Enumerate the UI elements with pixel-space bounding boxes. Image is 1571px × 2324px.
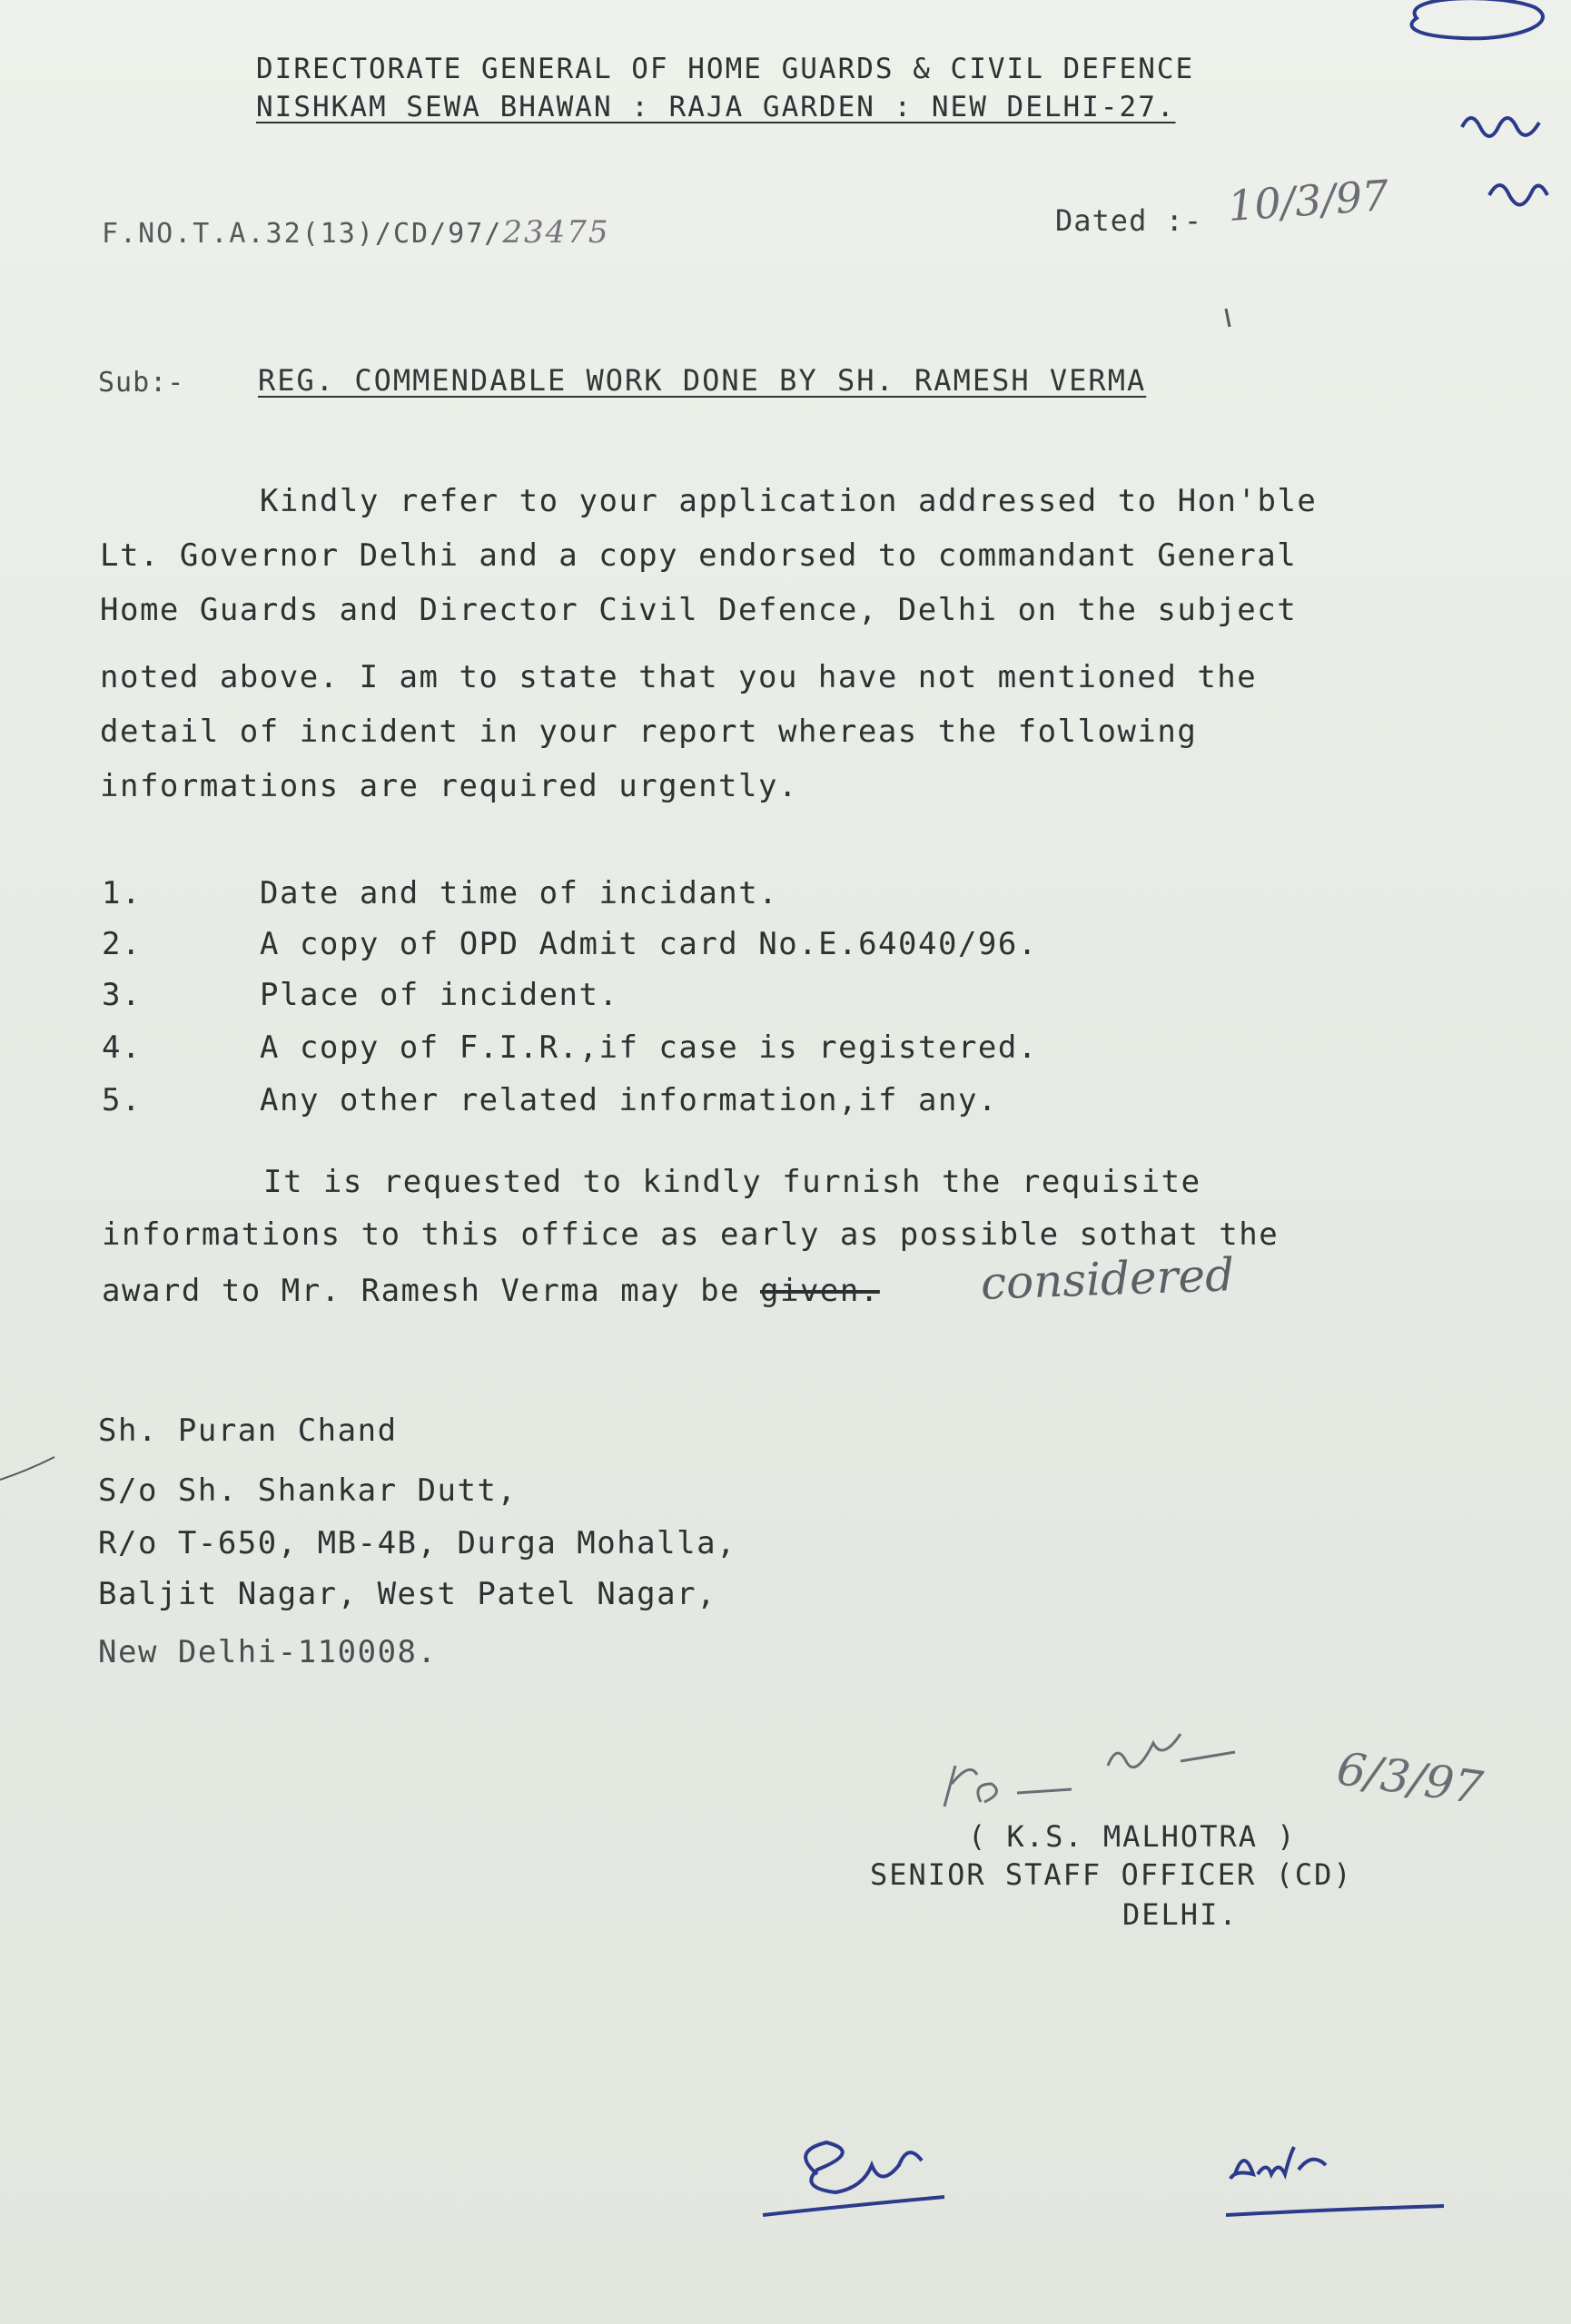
list-item-1: Date and time of incidant. — [260, 875, 779, 911]
para1-line-6: informations are required urgently. — [100, 768, 798, 804]
subject-text: REG. COMMENDABLE WORK DONE BY SH. RAMESH VERMA — [258, 363, 1147, 398]
list-number-5: 5. — [102, 1082, 142, 1118]
list-item-3: Place of incident. — [260, 977, 619, 1013]
file-number-handwritten: 23475 — [502, 214, 610, 251]
left-margin-mark — [0, 1457, 54, 1480]
list-number-3: 3. — [102, 977, 142, 1013]
list-item-5: Any other related information,if any. — [260, 1082, 998, 1118]
tick-mark — [1226, 309, 1230, 327]
file-number-typed: F.NO.T.A.32(13)/CD/97/ — [102, 218, 503, 250]
letterhead-line-2: NISHKAM SEWA BHAWAN : RAJA GARDEN : NEW DELHI-27. — [256, 91, 1176, 123]
address-line-4: Baljit Nagar, West Patel Nagar, — [98, 1576, 717, 1612]
para1-line-2: Lt. Governor Delhi and a copy endorsed to commandant General — [100, 537, 1298, 574]
margin-scribble-2 — [1489, 185, 1547, 205]
signatory-name: ( K.S. MALHOTRA ) — [968, 1819, 1297, 1854]
list-number-4: 4. — [102, 1029, 142, 1066]
signatory-place: DELHI. — [1122, 1897, 1239, 1932]
handwritten-insert: considered — [980, 1248, 1235, 1310]
address-line-3: R/o T-650, MB-4B, Durga Mohalla, — [98, 1525, 737, 1561]
para2-line-1: It is requested to kindly furnish the requisite — [263, 1164, 1201, 1200]
signatory-handwritten-date: 6/3/97 — [1333, 1742, 1487, 1815]
margin-scribble-1 — [1462, 118, 1539, 136]
list-item-2: A copy of OPD Admit card No.E.64040/96. — [260, 926, 1038, 962]
date-label: Dated :- — [1055, 203, 1203, 238]
para1-line-5: detail of incident in your report whereas the following — [100, 714, 1198, 750]
para1-line-4: noted above. I am to state that you have not mentioned the — [100, 659, 1258, 695]
initials-left — [763, 2142, 944, 2215]
para1-line-3: Home Guards and Director Civil Defence, Delhi on the subject — [100, 592, 1298, 628]
signatory-title: SENIOR STAFF OFFICER (CD) — [870, 1857, 1353, 1892]
para2-line-2: informations to this office as early as possible sothat the — [102, 1216, 1280, 1253]
address-line-1: Sh. Puran Chand — [98, 1413, 398, 1449]
para2-line-3-text: award to Mr. Ramesh Verma may be — [102, 1273, 761, 1309]
list-number-2: 2. — [102, 926, 142, 962]
struck-word: given. — [760, 1273, 880, 1309]
list-item-4: A copy of F.I.R.,if case is registered. — [260, 1029, 1038, 1066]
letterhead-line-1: DIRECTORATE GENERAL OF HOME GUARDS & CIVIL DEFENCE — [256, 53, 1195, 85]
address-line-5: New Delhi-110008. — [98, 1634, 438, 1670]
subject-label: Sub:- — [98, 367, 185, 399]
initials-right — [1226, 2147, 1444, 2215]
date-handwritten: 10/3/97 — [1226, 170, 1391, 231]
malhotra-signature — [944, 1734, 1235, 1807]
para1-line-1: Kindly refer to your application addressed to Hon'ble — [260, 483, 1318, 519]
address-line-2: S/o Sh. Shankar Dutt, — [98, 1472, 518, 1509]
list-number-1: 1. — [102, 875, 142, 911]
corner-circle-mark — [1411, 0, 1543, 38]
